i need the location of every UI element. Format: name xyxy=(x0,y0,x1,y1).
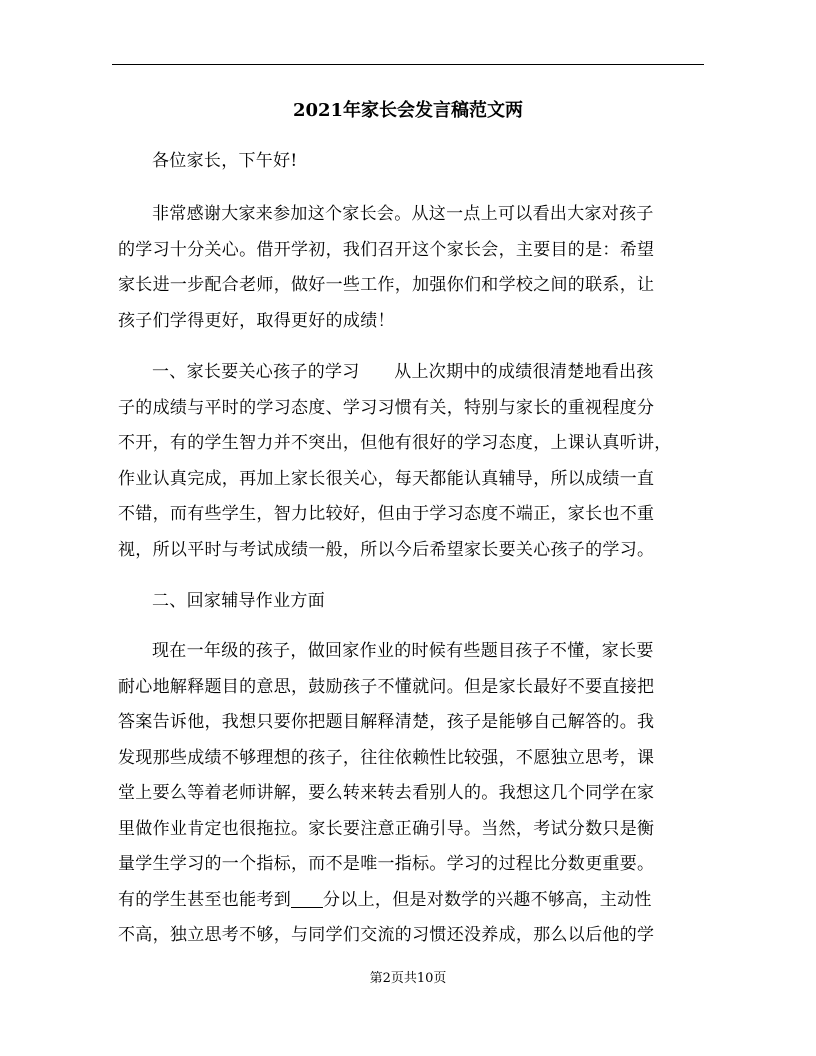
header-rule xyxy=(112,64,704,65)
intro-paragraph xyxy=(118,197,704,339)
greeting-line: 各位家长，下午好! xyxy=(152,151,298,171)
section-two-heading-block xyxy=(118,584,704,620)
text-line: 子的成绩与平时的学习态度、学习习惯有关，特别与家长的重视程度分 xyxy=(118,397,655,418)
text-line: 答案告诉他，我想只要你把题目解释清楚，孩子是能够自己解答的。我 xyxy=(118,712,655,732)
document-title: 2021年家长会发言稿范文两 xyxy=(292,100,524,121)
text-line: 耐心地解释题目的意思，鼓励孩子不懂就问。但是家长最好不要直接把 xyxy=(118,676,655,697)
text-line: 一、家长要关心孩子的学习 从上次期中的成绩很清楚地看出孩 xyxy=(152,362,654,382)
section-two-paragraph xyxy=(118,634,704,954)
text-line: 的学习十分关心。借开学初，我们召开这个家长会，主要目的是：希望 xyxy=(118,239,655,260)
section-one-paragraph xyxy=(118,355,704,568)
text-line: 量学生学习的一个指标，而不是唯一指标。学习的过程比分数更重要。 xyxy=(118,854,655,874)
text-segment: 分以上，但是对数学的兴趣不够高，主动性 xyxy=(323,889,652,910)
text-line: 非常感谢大家来参加这个家长会。从这一点上可以看出大家对孩子 xyxy=(152,204,654,224)
text-line: 作业认真完成，再加上家长很关心，每天都能认真辅导，所以成绩一直 xyxy=(118,468,655,489)
text-line-with-blank xyxy=(118,883,704,919)
text-line: 家长进一步配合老师，做好一些工作，加强你们和学校之间的联系，让 xyxy=(118,275,655,295)
text-line: 里做作业肯定也很拖拉。家长要注意正确引导。当然，考试分数只是衡 xyxy=(118,818,655,839)
text-line: 孩子们学得更好，取得更好的成绩！ xyxy=(118,310,395,331)
text-line: 不错，而有些学生，智力比较好，但由于学习态度不端正，家长也不重 xyxy=(118,504,655,524)
text-line: 堂上要么等着老师讲解，要么转来转去看别人的。我想这几个同学在家 xyxy=(118,783,655,803)
text-line: 视，所以平时与考试成绩一般，所以今后希望家长要关心孩子的学习。 xyxy=(118,539,655,560)
text-line: 发现那些成绩不够理想的孩子，往往依赖性比较强，不愿独立思考，课 xyxy=(118,747,655,768)
text-line: 不高，独立思考不够，与同学们交流的习惯还没养成，那么以后他的学 xyxy=(118,925,655,945)
text-line: 现在一年级的孩子，做回家作业的时候有些题目孩子不懂，家长要 xyxy=(152,641,654,661)
greeting-paragraph xyxy=(118,144,704,180)
text-segment: 有的学生甚至也能考到 xyxy=(118,889,291,910)
section-heading: 二、回家辅导作业方面 xyxy=(152,591,325,611)
text-line: 不开，有的学生智力并不突出，但他有很好的学习态度，上课认真听讲， xyxy=(118,433,672,453)
fill-in-blank xyxy=(291,889,323,908)
page-number-footer: 第2页共10页 xyxy=(369,971,447,986)
